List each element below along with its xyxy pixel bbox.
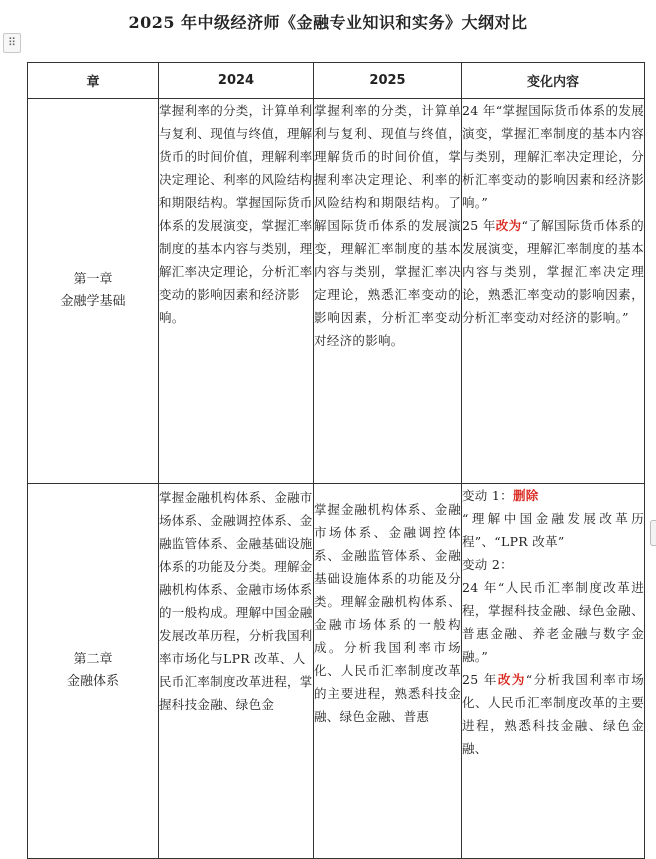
change-1-detail: “理解中国金融发展改革历程”、“LPR 改革” [462,511,644,549]
change-year-prefix: 25 年 [462,672,498,687]
change-2-2024-text: 24 年“人民币汇率制度改革进程，掌握科技金融、绿色金融、普惠金融、养老金融与数字金融。” [462,580,644,664]
chapter-name: 金融体系 [66,674,119,689]
change-2-2025-detail: “分析我国利率市场化、人民币汇率制度改革的主要进程，熟悉科技金融、绿色金融、 [462,672,644,756]
table-row [28,484,645,859]
syllabus-2025-text: 掌握金融机构体系、金融市场体系、金融调控体系、金融监管体系、金融基础设施体系的功能及分类。理解金融机构体系、金融市场体系的一般构成。分析我国利率市场化、人民币汇率制度改革的主要进程，熟悉科技金融、绿色金融、普惠 [314,502,461,724]
change-2-2025-text [462,668,644,760]
syllabus-2024-cell [159,99,314,484]
chapter-number: 第二章 [73,652,113,667]
change-content-cell [462,99,645,484]
header-chapter: 章 [28,63,159,99]
change-2-label: 变动 2： [462,557,513,572]
change-2025-detail: “了解国际货币体系的发展演变，理解汇率制度的基本内容与类别，掌握汇率决定理论，熟悉汇率变动的影响因素，分析汇率变动对经济的影响。” [462,218,644,325]
change-content-cell [462,484,645,859]
syllabus-comparison-table [27,62,645,859]
syllabus-2024-text: 掌握利率的分类，计算单利与复利、现值与终值，理解货币的时间价值，理解利率决定理论、利率的风险结构和期限结构。掌握国际货币体系的发展演变，掌握汇率制度的基本内容与类别，理解汇率决定理论，分析汇率变动的影响因素和经济影响。 [159,103,313,325]
change-keyword-changed-to: 改为 [497,672,526,687]
chapter-number: 第一章 [73,272,113,287]
chapter-name: 金融学基础 [60,294,126,309]
chapter-cell [28,99,159,484]
change-2025-text [462,214,644,329]
chapter-cell [28,484,159,859]
table-row [28,99,645,484]
change-year-prefix: 25 年 [462,218,496,233]
syllabus-2025-cell [314,484,462,859]
syllabus-2025-cell [314,99,462,484]
header-2025: 2025 [314,63,462,99]
table-resize-handle[interactable] [650,520,656,546]
syllabus-2024-text: 掌握金融机构体系、金融市场体系、金融调控体系、金融监管体系、金融基础设施体系的功能及分类。理解金融机构体系、金融市场体系的一般构成。理解中国金融发展改革历程，分析我国利率市场化与LPR 改革、人民币汇率制度改革进程，掌握科技金融、绿色金 [159,490,313,712]
change-1-label: 变动 1： [462,488,513,503]
syllabus-2025-text: 掌握利率的分类，计算单利与复利、现值与终值，理解货币的时间价值，掌握利率决定理论、利率的风险结构和期限结构。了解国际货币体系的发展演变，理解汇率制度的基本内容与类别，掌握汇率决定理论，熟悉汇率变动的影响因素，分析汇率变动对经济的影响。 [314,103,461,348]
table-move-handle-icon[interactable]: ⠿ [3,33,21,53]
header-changes: 变化内容 [462,63,645,99]
change-keyword-deleted: 删除 [512,488,539,503]
table-header-row [28,63,645,99]
document-title: 2025 年中级经济师《金融专业知识和实务》大纲对比 [128,13,528,32]
change-2024-text: 24 年“掌握国际货币体系的发展演变，掌握汇率制度的基本内容与类别，理解汇率决定理论，分析汇率变动的影响因素和经济影响。” [462,103,644,210]
header-2024: 2024 [159,63,314,99]
syllabus-2024-cell [159,484,314,859]
change-keyword-changed-to: 改为 [495,218,522,233]
change-1-text [462,484,644,507]
